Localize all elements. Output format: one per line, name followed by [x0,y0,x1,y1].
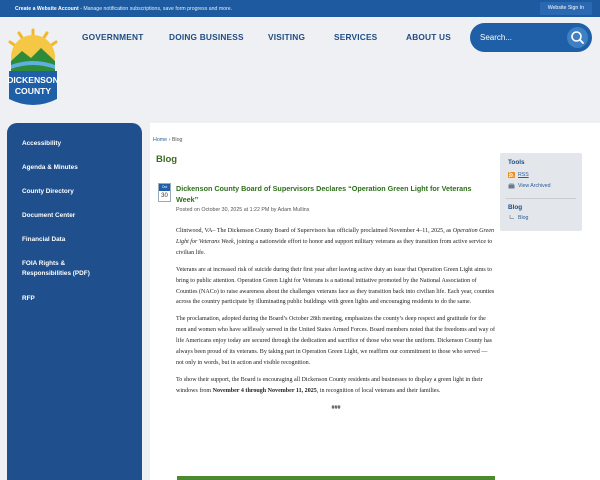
sign-in-button[interactable]: Website Sign In [540,2,592,15]
sidebar-item-foia-rights[interactable]: FOIA Rights & [22,260,66,267]
sidebar-item-county-directory[interactable]: County Directory [22,188,74,195]
sidebar-menu [7,123,142,480]
county-seal-icon [5,27,61,113]
top-utility-bar [0,0,600,17]
post-paragraph: Veterans are at increased risk of suicide during their first year after leaving active duty an issue that Operation Green Light aims to bring to public attention. Operation Green Light for Veterans is a national initiative promoted by the National Association of Counties (NACo) to raise awareness about the challenges veterans face as they transition back into civilian life. Each year, counties across the country participate by illuminating public buildings with green lights and encouraging residents to do the same. [176,266,495,306]
tools-divider [506,198,576,199]
create-account-notice [15,6,232,12]
post-paragraph [176,226,496,259]
post-date-badge [158,183,171,202]
breadcrumb-current: Blog [171,137,183,143]
rss-link[interactable]: RSS [518,172,529,178]
county-logo[interactable] [5,27,61,113]
post-p4-dates: November 4 through November 11, 2025 [212,387,317,394]
breadcrumb [153,137,182,143]
rss-icon [508,172,515,178]
archive-icon [508,183,515,189]
post-p4-end: , in recognition of local veterans and their families. [316,387,441,394]
view-archived-link[interactable]: View Archived [518,183,551,189]
sidebar-item-agenda-minutes[interactable]: Agenda & Minutes [22,164,78,171]
nav-government[interactable]: GOVERNMENT [82,32,144,42]
post-p1-start: Clintwood, VA– The Dickenson County Board of Supervisors has officially proclaimed November 4–11, 2025, as [176,228,453,234]
search-box [470,23,592,52]
post-title-link[interactable]: Dickenson County Board of Supervisors Declares “Operation Green Light for Veterans Week” [176,184,472,204]
sidebar-item-rfp[interactable]: RFP [22,295,35,302]
search-button[interactable] [567,27,588,48]
blog-link[interactable]: Blog [518,215,529,221]
post-date-month: Oct [159,184,170,191]
nav-about-us[interactable]: ABOUT US [406,32,451,42]
breadcrumb-home[interactable]: Home [153,137,168,143]
post-paragraph [176,375,496,397]
nav-doing-business[interactable]: DOING BUSINESS [169,32,244,42]
create-account-description: - Manage notification subscriptions, save form progress and more. [78,6,233,12]
tools-heading: Tools [508,159,525,166]
blog-heading: Blog [508,204,523,211]
tools-panel [500,153,582,231]
sidebar-item-foia-responsibilities[interactable]: Responsibilities (PDF) [22,270,90,277]
post-body [176,226,496,420]
post-paragraph: The proclamation, adopted during the Board’s October 28th meeting, emphasizes the county’s deep respect and gratitude for the men and women who have selflessly served in the United States Armed Forces. Board members noted that the freedoms and way of life Americans enjoy today are secured through the dedication and sacrifice of those who wear the uniform. Dickenson County has always been proud of its veterans. By taking part in Operation Green Light, we reaffirm our commitment to those who served — not only in words, but in action and visible recognition. [176,316,496,366]
page-title: Blog [156,154,178,165]
tree-branch-icon [508,215,515,221]
site-header [0,17,600,117]
svg-text:DICKENSON: DICKENSON [7,75,59,85]
post-image [177,476,495,480]
post-p4-start: To show their support, the Board is encouraging all Dickenson County residents and businesses to display a green light in their windows from [176,376,483,394]
post-end-mark: ### [331,404,341,411]
post-meta: Posted on October 30, 2025 at 1:22 PM by Adam Mullins [176,207,310,213]
sidebar-item-accessibility[interactable]: Accessibility [22,140,62,147]
breadcrumb-separator: › [167,137,172,143]
svg-text:COUNTY: COUNTY [14,86,52,96]
sidebar-item-document-center[interactable]: Document Center [22,212,76,219]
create-account-link[interactable]: Create a Website Account [15,6,79,12]
post-date-day: 30 [161,193,168,199]
post-p1-emphasis: Operation Green Light for Veterans Week [176,228,495,245]
nav-visiting[interactable]: VISITING [268,32,306,42]
post-p1-end: , joining a nationwide effort to honor and support military veterans as they transition from active service to civilian life. [176,238,493,256]
sidebar-item-financial-data[interactable]: Financial Data [22,236,66,243]
search-icon [567,27,588,48]
nav-services[interactable]: SERVICES [334,32,378,42]
